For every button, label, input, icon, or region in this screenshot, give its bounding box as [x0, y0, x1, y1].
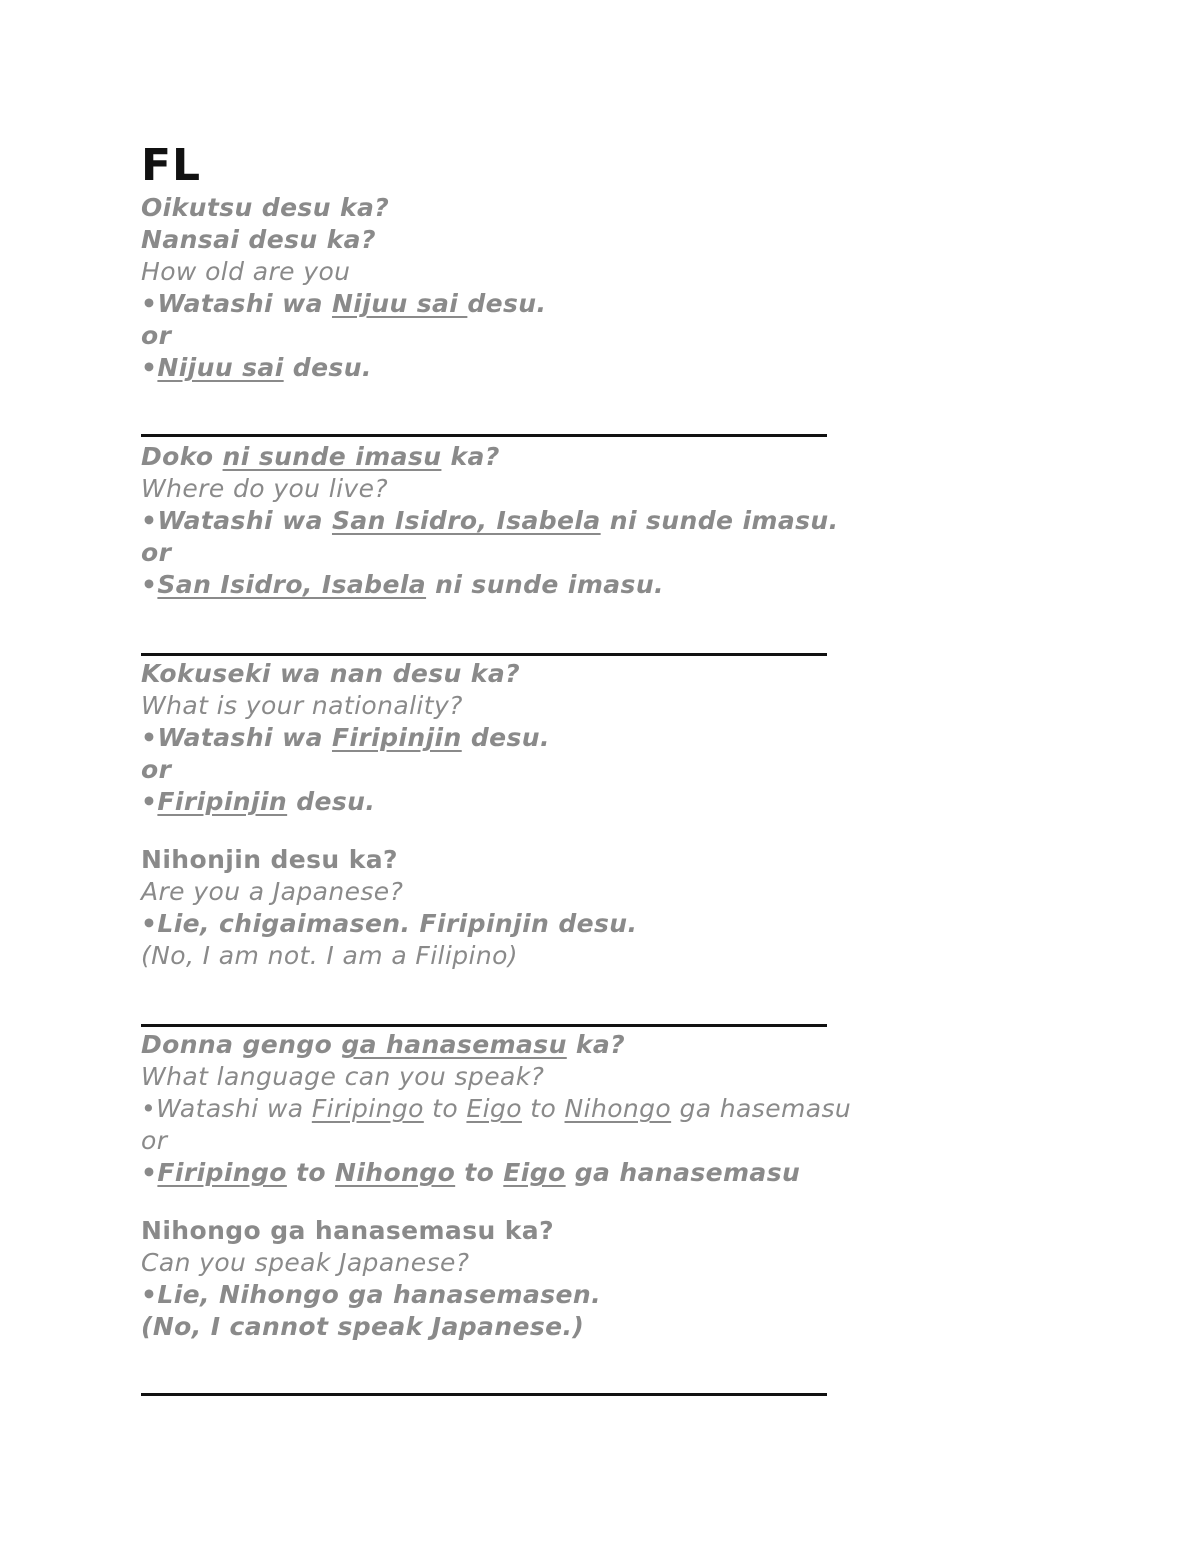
or-label: or — [141, 321, 172, 350]
question — [141, 1029, 1041, 1061]
question — [141, 441, 1041, 473]
divider — [141, 1024, 827, 1027]
answer-blank: Nihongo — [564, 1094, 672, 1123]
answer — [141, 1093, 1041, 1125]
divider — [141, 434, 827, 437]
divider — [141, 1393, 827, 1396]
answer-blank: Eigo — [466, 1094, 522, 1123]
answer-text: •Watashi wa — [141, 1094, 312, 1123]
answer — [141, 786, 1041, 818]
section-languages — [141, 1029, 1041, 1189]
divider — [141, 653, 827, 656]
answer-text: ni sunde imasu. — [426, 570, 664, 599]
question-text: ka? — [566, 1030, 626, 1059]
question-underlined: ga hanasemasu — [341, 1030, 567, 1059]
answer-text: ni sunde imasu. — [600, 506, 839, 535]
answer — [141, 505, 1041, 537]
answer-text: to — [521, 1094, 565, 1123]
answer-translation: (No, I cannot speak Japanese.) — [141, 1312, 585, 1341]
answer-text: • — [141, 570, 158, 599]
answer-text: ga hasemasu — [671, 1094, 852, 1123]
question: Nansai desu ka? — [141, 225, 376, 254]
answer-blank: San Isidro, Isabela — [157, 570, 427, 599]
answer-blank: San Isidro, Isabela — [331, 506, 601, 535]
answer — [141, 722, 1041, 754]
answer-blank: Eigo — [503, 1158, 566, 1187]
answer — [141, 1157, 1041, 1189]
answer-blank: Firipinjin — [157, 787, 288, 816]
answer-text: to — [423, 1094, 467, 1123]
answer-text: • — [141, 1158, 158, 1187]
answer: •Lie, Nihongo ga hanasemasen. — [141, 1280, 601, 1309]
question: Nihongo ga hanasemasu ka? — [141, 1216, 554, 1245]
translation: Can you speak Japanese? — [141, 1248, 470, 1277]
answer — [141, 569, 1041, 601]
section-japanese-ability — [141, 1215, 1041, 1343]
answer-blank: Firipingo — [157, 1158, 287, 1187]
section-japanese-check — [141, 844, 1041, 972]
answer-translation: (No, I am not. I am a Filipino) — [141, 941, 518, 970]
translation: What is your nationality? — [141, 691, 463, 720]
answer-text: • — [141, 787, 158, 816]
question: Nihonjin desu ka? — [141, 845, 398, 874]
answer-blank: Nijuu sai — [331, 289, 468, 318]
or-label: or — [141, 538, 172, 567]
answer-text: •Watashi wa — [141, 506, 332, 535]
answer-blank: Firipinjin — [331, 723, 462, 752]
section-age — [141, 192, 1041, 384]
question-underlined: ni sunde imasu — [222, 442, 442, 471]
answer-text: desu. — [283, 353, 372, 382]
question: Oikutsu desu ka? — [141, 193, 390, 222]
answer-text: desu. — [467, 289, 547, 318]
answer-blank: Nijuu sai — [157, 353, 284, 382]
or-label: or — [141, 755, 172, 784]
answer-blank: Nihongo — [335, 1158, 456, 1187]
translation: Are you a Japanese? — [141, 877, 404, 906]
answer: •Lie, chigaimasen. Firipinjin desu. — [141, 909, 638, 938]
document-page — [141, 140, 1041, 1396]
answer-blank: Firipingo — [311, 1094, 424, 1123]
translation: Where do you live? — [141, 474, 389, 503]
question-text: Donna gengo — [141, 1030, 342, 1059]
answer-text: • — [141, 353, 158, 382]
answer-text: desu. — [461, 723, 550, 752]
section-nationality — [141, 658, 1041, 818]
answer — [141, 352, 1041, 384]
question-text: Doko — [141, 442, 223, 471]
answer-text: •Watashi wa — [141, 723, 332, 752]
answer-text: ga hanasemasu — [565, 1158, 801, 1187]
section-residence — [141, 441, 1041, 601]
translation: How old are you — [141, 257, 351, 286]
or-label: or — [141, 1126, 168, 1155]
answer-text: to — [286, 1158, 336, 1187]
answer — [141, 288, 1041, 320]
answer-text: to — [455, 1158, 504, 1187]
translation: What language can you speak? — [141, 1062, 545, 1091]
question: Kokuseki wa nan desu ka? — [141, 659, 521, 688]
answer-text: •Watashi wa — [141, 289, 332, 318]
page-title: FL — [141, 140, 202, 191]
answer-text: desu. — [287, 787, 376, 816]
question-text: ka? — [441, 442, 500, 471]
